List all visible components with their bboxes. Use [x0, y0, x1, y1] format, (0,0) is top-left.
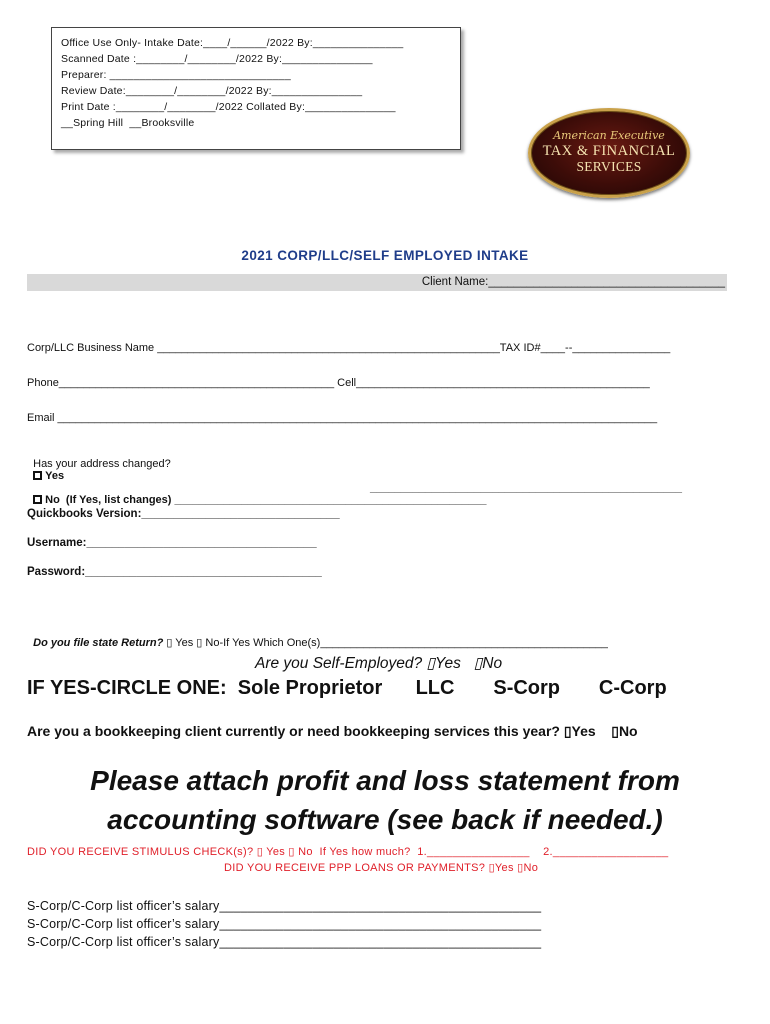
address-changed-question: Has your address changed? — [33, 458, 171, 470]
office-preparer-line: Preparer: ______________________________ — [61, 69, 291, 81]
self-employed-question[interactable]: Are you Self-Employed? ▯Yes ▯No — [255, 655, 503, 672]
office-scanned-date-line: Scanned Date :________/________/2022 By:_______________ — [61, 53, 373, 65]
state-return-options-field[interactable]: ▯ Yes ▯ No-If Yes Which One(s)_______________________________________________ — [163, 637, 608, 649]
logo-line-1: American Executive — [553, 129, 665, 142]
officer-salary-field-1[interactable]: S-Corp/C-Corp list officer’s salary_____________________________________________ — [27, 899, 542, 913]
business-type-options[interactable]: IF YES-CIRCLE ONE: Sole Proprietor LLC S-Corp C-Corp — [27, 677, 667, 699]
officer-salary-field-3[interactable]: S-Corp/C-Corp list officer’s salary_____________________________________________ — [27, 935, 542, 949]
attach-instruction-line-2: accounting software (see back if needed.) — [107, 804, 663, 835]
logo-line-3: SERVICES — [576, 159, 642, 174]
state-return-row — [27, 624, 608, 649]
username-field[interactable]: Username:____________________________________ — [27, 537, 317, 549]
officer-salary-field-2[interactable]: S-Corp/C-Corp list officer’s salary_____________________________________________ — [27, 917, 542, 931]
office-print-date-line: Print Date :________/________/2022 Collated By:_______________ — [61, 101, 396, 113]
address-changed-row — [27, 446, 487, 506]
address-no-changes-field[interactable]: No (If Yes, list changes) ___________________________________________________ — [45, 494, 487, 506]
address-no-checkbox-icon[interactable] — [33, 495, 42, 504]
ppp-question[interactable]: DID YOU RECEIVE PPP LOANS OR PAYMENTS? ▯Yes ▯No — [224, 862, 539, 874]
business-name-taxid-field[interactable]: Corp/LLC Business Name ________________________________________________________TAX ID#____--________________ — [27, 342, 671, 354]
address-yes-checkbox-icon[interactable] — [33, 471, 42, 480]
state-return-question: Do you file state Return? — [33, 637, 164, 649]
client-name-field[interactable]: Client Name:_____________________________________ — [421, 276, 725, 288]
office-intake-date-line: Office Use Only- Intake Date:____/______/2022 By:_______________ — [61, 37, 404, 49]
attach-instruction-line-1: Please attach profit and loss statement from — [90, 765, 680, 796]
password-field[interactable]: Password:_____________________________________ — [27, 566, 322, 578]
company-logo — [528, 108, 690, 198]
address-changes-line-2[interactable]: ___________________________________________________ — [370, 482, 683, 494]
form-title: 2021 CORP/LLC/SELF EMPLOYED INTAKE — [241, 248, 529, 263]
stimulus-question[interactable]: DID YOU RECEIVE STIMULUS CHECK(s)? ▯ Yes ▯ No If Yes how much? 1.________________ 2.__________________ — [27, 846, 669, 858]
office-location-line: __Spring Hill __Brooksville — [61, 117, 195, 129]
office-review-date-line: Review Date:________/________/2022 By:_______________ — [61, 85, 363, 97]
phone-cell-field[interactable]: Phone_____________________________________________ Cell________________________________________________ — [27, 377, 650, 389]
logo-line-2: TAX & FINANCIAL — [542, 143, 676, 159]
client-name-bar — [27, 274, 727, 291]
bookkeeping-question[interactable]: Are you a bookkeeping client currently or need bookkeeping services this year? ▯Yes ▯No — [27, 723, 638, 739]
quickbooks-version-field[interactable]: Quickbooks Version:_______________________________ — [27, 508, 340, 520]
address-yes-label: Yes — [45, 470, 65, 482]
office-use-box — [51, 27, 461, 150]
email-field[interactable]: Email __________________________________________________________________________________________________ — [27, 412, 658, 424]
